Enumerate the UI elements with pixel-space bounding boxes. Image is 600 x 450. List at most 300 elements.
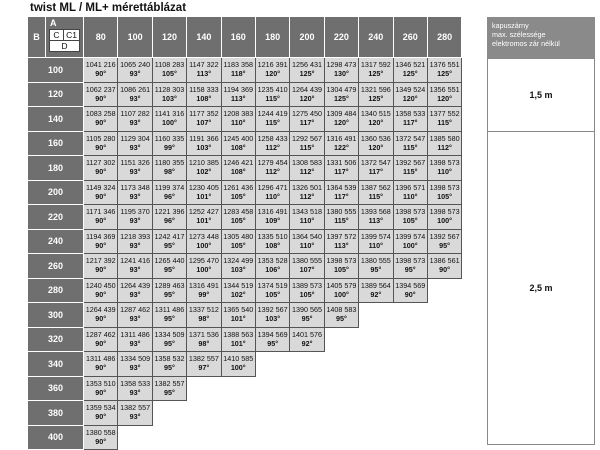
table-cell	[153, 254, 187, 279]
cell-dimensions: 1065 240	[120, 60, 151, 69]
cell-dimensions: 1398 573	[326, 256, 357, 265]
table-cell	[118, 107, 152, 132]
cell-angle: 90°	[95, 93, 107, 103]
cell-angle: 125°	[368, 93, 384, 103]
cell-dimensions: 1221 396	[154, 207, 185, 216]
cell-angle: 101°	[196, 191, 212, 201]
cell-angle: 100°	[196, 265, 212, 274]
cell-dimensions: 1241 416	[120, 256, 151, 265]
cell-dimensions: 1324 499	[223, 256, 254, 265]
table-cell	[222, 303, 256, 328]
cell-angle: 90°	[95, 289, 107, 299]
cell-angle: 96°	[164, 191, 175, 201]
cell-angle: 96°	[164, 216, 175, 225]
cell-dimensions: 1334 509	[120, 354, 151, 363]
cell-angle: 90°	[95, 191, 107, 201]
cell-angle: 105°	[162, 69, 177, 78]
cell-dimensions: 1401 576	[292, 329, 323, 339]
table-cell	[187, 230, 221, 255]
cell-dimensions: 1216 391	[257, 60, 288, 69]
cell-angle: 100°	[437, 216, 453, 225]
cell-dimensions: 1287 462	[85, 329, 116, 339]
cell-angle: 118°	[231, 69, 246, 78]
cell-angle: 93°	[129, 338, 141, 348]
table-cell	[256, 83, 290, 108]
cell-dimensions: 1389 564	[360, 280, 391, 290]
cell-angle: 90°	[95, 363, 107, 372]
cell-dimensions: 1360 536	[360, 133, 391, 143]
cell-dimensions: 1371 536	[188, 329, 219, 339]
cell-dimensions: 1405 579	[326, 280, 357, 290]
cell-angle: 93°	[129, 118, 141, 127]
table-cell	[359, 107, 393, 132]
table-cell	[153, 156, 187, 181]
cell-angle: 95°	[164, 338, 175, 348]
cell-angle: 93°	[129, 387, 141, 397]
cell-angle: 115°	[437, 118, 452, 127]
table-cell	[359, 181, 393, 206]
cell-dimensions: 1388 563	[223, 329, 254, 339]
cell-angle: 102°	[196, 167, 212, 176]
cell-angle: 95°	[164, 240, 175, 250]
cell-angle: 98°	[198, 314, 210, 323]
table-cell	[290, 181, 324, 206]
table-cell	[256, 181, 290, 206]
table-cell	[84, 279, 118, 304]
table-cell	[359, 230, 393, 255]
table-cell	[187, 83, 221, 108]
cell-dimensions: 1128 303	[154, 84, 185, 94]
cell-dimensions: 1311 486	[154, 305, 185, 314]
cell-angle: 108°	[230, 142, 246, 152]
cell-angle: 93°	[129, 191, 141, 201]
cell-dimensions: 1398 573	[395, 256, 426, 265]
cell-dimensions: 1399 574	[360, 231, 391, 241]
cell-angle: 90°	[95, 142, 107, 152]
cell-angle: 115°	[265, 118, 280, 127]
cell-angle: 107°	[299, 265, 315, 274]
table-cell	[325, 254, 359, 279]
cell-dimensions: 1191 366	[189, 133, 219, 143]
table-cell	[428, 132, 462, 157]
cell-angle: 90°	[439, 265, 451, 274]
cell-dimensions: 1195 370	[120, 207, 150, 216]
table-cell	[359, 132, 393, 157]
table-cell	[222, 132, 256, 157]
width-band-label: 1,5 m	[529, 90, 553, 100]
cell-angle: 95°	[335, 314, 347, 323]
cell-dimensions: 1380 555	[326, 207, 357, 216]
table-cell	[394, 156, 428, 181]
table-cell	[394, 230, 428, 255]
cell-angle: 110°	[299, 216, 315, 225]
cell-angle: 110°	[299, 240, 315, 250]
cell-dimensions: 1147 322	[189, 60, 219, 69]
table-cell	[222, 230, 256, 255]
cell-dimensions: 1264 439	[292, 84, 323, 94]
cell-dimensions: 1311 486	[120, 329, 150, 339]
cell-dimensions: 1397 572	[326, 231, 357, 241]
table-cell	[290, 230, 324, 255]
cell-angle: 93°	[129, 93, 141, 103]
cell-angle: 95°	[164, 314, 175, 323]
cell-dimensions: 1385 580	[429, 133, 460, 143]
table-cell	[394, 279, 428, 304]
table-cell	[187, 107, 221, 132]
table-cell	[325, 303, 359, 328]
table-cell	[325, 279, 359, 304]
table-cell	[187, 181, 221, 206]
cell-dimensions: 1364 540	[292, 231, 323, 241]
row-header: 180	[28, 156, 84, 181]
cell-dimensions: 1083 258	[85, 109, 116, 118]
cell-dimensions: 1356 551	[429, 84, 460, 94]
table-cell	[118, 377, 152, 402]
table-cell	[256, 230, 290, 255]
size-table	[28, 17, 462, 450]
side-header	[487, 17, 595, 58]
table-cell	[394, 181, 428, 206]
cell-angle: 120°	[333, 118, 349, 127]
table-cell	[118, 230, 152, 255]
cell-angle: 120°	[437, 93, 453, 103]
table-cell	[84, 132, 118, 157]
cell-dimensions: 1358 533	[120, 378, 151, 388]
table-cell	[359, 156, 393, 181]
cell-dimensions: 1394 569	[257, 329, 288, 339]
cell-angle: 110°	[231, 118, 246, 127]
cell-dimensions: 1105 280	[85, 133, 116, 143]
table-cell	[187, 328, 221, 353]
table-cell	[256, 58, 290, 83]
cell-angle: 108°	[230, 167, 246, 176]
cell-angle: 112°	[299, 191, 315, 201]
table-cell	[118, 401, 152, 426]
cell-dimensions: 1298 473	[326, 60, 357, 69]
table-cell	[187, 205, 221, 230]
table-cell	[187, 156, 221, 181]
cell-dimensions: 1398 573	[395, 207, 426, 216]
table-cell	[187, 132, 221, 157]
table-cell	[290, 205, 324, 230]
cell-dimensions: 1376 551	[429, 60, 460, 69]
cell-angle: 105°	[230, 216, 246, 225]
cell-dimensions: 1353 528	[257, 256, 288, 265]
table-cell	[290, 58, 324, 83]
side-header-line: elektromos zár nélkül	[492, 39, 560, 48]
cell-dimensions: 1382 557	[154, 378, 185, 388]
table-cell	[359, 279, 393, 304]
table-cell	[256, 107, 290, 132]
cell-angle: 115°	[402, 142, 418, 152]
table-cell	[84, 328, 118, 353]
cell-dimensions: 1392 567	[429, 231, 460, 241]
cell-angle: 113°	[368, 216, 384, 225]
cell-angle: 93°	[129, 240, 141, 250]
table-cell	[325, 230, 359, 255]
cell-angle: 90°	[95, 118, 107, 127]
cell-dimensions: 1242 417	[154, 231, 185, 241]
cell-dimensions: 1380 558	[85, 427, 116, 437]
cell-angle: 120°	[265, 69, 281, 78]
row-header: 200	[28, 181, 84, 206]
table-cell	[325, 58, 359, 83]
cell-angle: 95°	[404, 265, 416, 274]
cell-angle: 102°	[230, 289, 246, 299]
cell-angle: 112°	[265, 142, 280, 152]
cell-angle: 110°	[368, 240, 384, 250]
cell-angle: 103°	[162, 93, 177, 103]
cell-angle: 97°	[198, 363, 210, 372]
cell-angle: 105°	[333, 265, 349, 274]
row-header: 240	[28, 230, 84, 255]
table-cell	[359, 83, 393, 108]
table-cell	[118, 303, 152, 328]
table-cell	[84, 83, 118, 108]
cell-angle: 92°	[370, 289, 382, 299]
cell-angle: 125°	[437, 69, 453, 78]
cell-dimensions: 1365 540	[223, 305, 254, 314]
row-header: 140	[28, 107, 84, 132]
row-header: 100	[28, 58, 84, 83]
row-header: 280	[28, 279, 84, 304]
cell-dimensions: 1304 479	[326, 84, 357, 94]
cell-dimensions: 1372 547	[395, 133, 426, 143]
table-cell	[153, 279, 187, 304]
column-header: 220	[325, 17, 359, 58]
cell-angle: 90°	[95, 69, 107, 78]
cell-dimensions: 1308 583	[292, 158, 323, 167]
cell-angle: 95°	[370, 265, 382, 274]
cell-dimensions: 1316 491	[188, 280, 219, 290]
cell-angle: 90°	[95, 240, 107, 250]
cell-angle: 115°	[368, 191, 384, 201]
cell-dimensions: 1374 519	[257, 280, 288, 290]
cell-angle: 90°	[95, 167, 107, 176]
corner-a-label: A	[50, 18, 57, 28]
table-cell	[84, 181, 118, 206]
cell-dimensions: 1343 518	[292, 207, 323, 216]
table-cell	[290, 156, 324, 181]
cell-angle: 90°	[95, 338, 107, 348]
table-cell	[394, 83, 428, 108]
row-header: 300	[28, 303, 84, 328]
cell-dimensions: 1127 302	[85, 158, 116, 167]
cell-angle: 113°	[196, 69, 212, 78]
cell-dimensions: 1396 571	[395, 182, 426, 192]
table-cell	[222, 352, 256, 377]
table-cell	[222, 83, 256, 108]
cell-dimensions: 1218 393	[120, 231, 151, 241]
table-cell	[118, 352, 152, 377]
table-cell	[84, 426, 118, 450]
cell-dimensions: 1380 555	[292, 256, 323, 265]
cell-dimensions: 1326 501	[292, 182, 323, 192]
table-cell	[394, 132, 428, 157]
table-cell	[118, 205, 152, 230]
table-cell	[118, 132, 152, 157]
cell-dimensions: 1334 509	[154, 329, 185, 339]
table-cell	[394, 254, 428, 279]
cell-dimensions: 1344 519	[223, 280, 254, 290]
cell-angle: 90°	[95, 412, 107, 421]
table-cell	[428, 230, 462, 255]
cell-angle: 109°	[265, 216, 281, 225]
table-cell	[153, 352, 187, 377]
table-cell	[118, 58, 152, 83]
width-band-2-5m	[487, 131, 595, 445]
side-header-line: max. szélessége	[492, 30, 546, 39]
table-cell	[325, 107, 359, 132]
cell-dimensions: 1245 400	[223, 133, 254, 143]
cell-angle: 95°	[164, 265, 175, 274]
cell-dimensions: 1194 369	[223, 84, 253, 94]
cell-angle: 100°	[162, 118, 177, 127]
cell-angle: 90°	[95, 216, 107, 225]
cell-dimensions: 1380 555	[360, 256, 391, 265]
table-cell	[84, 377, 118, 402]
table-cell	[84, 303, 118, 328]
table-cell	[118, 328, 152, 353]
table-cell	[187, 58, 221, 83]
cell-dimensions: 1240 450	[85, 280, 116, 290]
table-cell	[325, 132, 359, 157]
corner-dimension-legend	[46, 17, 84, 58]
table-cell	[359, 254, 393, 279]
cell-dimensions: 1295 470	[188, 256, 219, 265]
cell-angle: 108°	[265, 240, 281, 250]
table-cell	[256, 205, 290, 230]
cell-dimensions: 1235 410	[257, 84, 288, 94]
table-cell	[394, 58, 428, 83]
cell-dimensions: 1244 419	[257, 109, 288, 118]
cell-dimensions: 1321 596	[360, 84, 391, 94]
cell-angle: 113°	[231, 93, 246, 103]
page-title: twist ML / ML+ mérettáblázat	[30, 2, 187, 14]
cell-dimensions: 1390 565	[292, 305, 323, 314]
cell-angle: 110°	[265, 191, 280, 201]
cell-dimensions: 1382 557	[120, 403, 151, 412]
cell-dimensions: 1246 421	[223, 158, 254, 167]
cell-dimensions: 1398 573	[429, 207, 460, 216]
cell-dimensions: 1398 573	[429, 182, 460, 192]
column-header: 100	[118, 17, 152, 58]
table-cell	[84, 401, 118, 426]
cell-angle: 93°	[129, 363, 141, 372]
table-cell	[153, 132, 187, 157]
cell-dimensions: 1180 355	[154, 158, 185, 167]
cell-angle: 115°	[334, 216, 349, 225]
table-cell	[222, 107, 256, 132]
table-cell	[222, 181, 256, 206]
table-cell	[84, 352, 118, 377]
cell-dimensions: 1256 431	[292, 60, 323, 69]
column-header: 260	[394, 17, 428, 58]
table-cell	[256, 279, 290, 304]
cell-dimensions: 1252 427	[188, 207, 219, 216]
cell-angle: 90°	[95, 265, 107, 274]
cell-dimensions: 1394 569	[395, 280, 426, 290]
row-header: 220	[28, 205, 84, 230]
row-header: 400	[28, 426, 84, 450]
cell-dimensions: 1372 547	[360, 158, 391, 167]
table-cell	[325, 83, 359, 108]
cell-angle: 103°	[265, 314, 281, 323]
cell-angle: 113°	[334, 240, 349, 250]
cell-dimensions: 1358 533	[395, 109, 426, 118]
cell-angle: 105°	[265, 289, 281, 299]
cell-angle: 101°	[196, 216, 212, 225]
cell-angle: 112°	[437, 142, 452, 152]
table-cell	[290, 132, 324, 157]
cell-dimensions: 1108 283	[154, 60, 185, 69]
cell-angle: 120°	[402, 93, 418, 103]
table-cell	[290, 328, 324, 353]
cell-dimensions: 1086 261	[120, 84, 151, 94]
cell-angle: 100°	[230, 363, 246, 372]
table-cell	[84, 254, 118, 279]
row-header: 120	[28, 83, 84, 108]
table-cell	[153, 377, 187, 402]
side-header-line: kapuszárny	[492, 21, 529, 30]
cell-dimensions: 1349 524	[395, 84, 426, 94]
row-header: 380	[28, 401, 84, 426]
cell-dimensions: 1275 450	[292, 109, 323, 118]
cell-angle: 105°	[230, 191, 246, 201]
column-header: 120	[153, 17, 187, 58]
cell-angle: 117°	[334, 191, 349, 201]
cell-dimensions: 1311 486	[85, 354, 116, 363]
cell-dimensions: 1346 521	[395, 60, 426, 69]
cell-angle: 93°	[129, 412, 141, 421]
cell-dimensions: 1353 510	[85, 378, 116, 388]
table-cell	[118, 279, 152, 304]
cell-angle: 100°	[196, 240, 212, 250]
cell-angle: 100°	[333, 289, 349, 299]
table-cell	[153, 107, 187, 132]
table-cell	[153, 230, 187, 255]
table-cell	[187, 254, 221, 279]
cell-angle: 115°	[402, 167, 418, 176]
table-cell	[290, 279, 324, 304]
cell-angle: 105°	[402, 216, 418, 225]
cell-dimensions: 1305 480	[223, 231, 254, 241]
table-cell	[84, 230, 118, 255]
cell-angle: 95°	[301, 314, 313, 323]
cell-dimensions: 1062 237	[85, 84, 116, 94]
cell-angle: 125°	[402, 69, 418, 78]
cell-dimensions: 1331 506	[326, 158, 357, 167]
table-cell	[187, 303, 221, 328]
cell-angle: 98°	[164, 167, 175, 176]
cell-dimensions: 1393 568	[360, 207, 391, 216]
cell-angle: 95°	[164, 363, 175, 372]
table-cell	[428, 156, 462, 181]
cell-angle: 98°	[198, 338, 210, 348]
corner-c1-label: C1	[63, 29, 80, 41]
table-cell	[187, 279, 221, 304]
cell-angle: 95°	[164, 387, 175, 397]
column-header: 80	[84, 17, 118, 58]
table-cell	[256, 254, 290, 279]
cell-angle: 110°	[437, 167, 452, 176]
cell-angle: 115°	[299, 142, 315, 152]
cell-dimensions: 1149 324	[85, 182, 116, 192]
cell-angle: 125°	[368, 69, 384, 78]
table-cell	[290, 303, 324, 328]
table-cell	[394, 205, 428, 230]
column-header: 180	[256, 17, 290, 58]
